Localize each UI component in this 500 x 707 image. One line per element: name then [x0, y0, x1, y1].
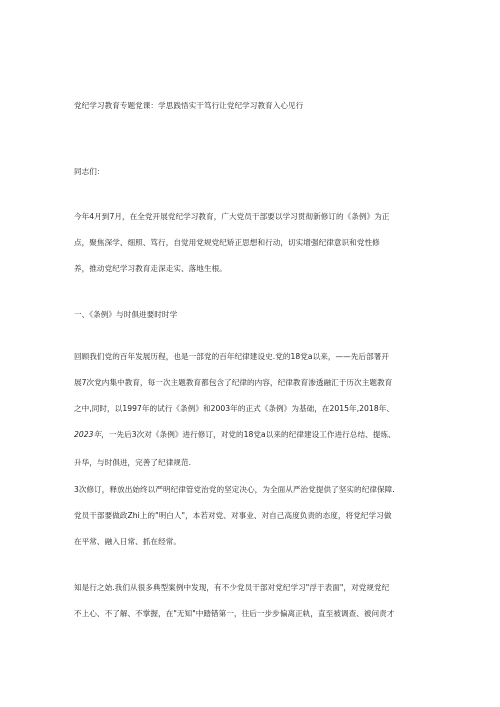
paragraph-1-line-1: 今年4月到7月，在全党开展党纪学习教育，广大党员干部要以学习贯彻新修订的《条例》为正	[74, 212, 390, 221]
paragraph-1-line-3: 养，推动党纪学习教育走深走实、落地生根。	[74, 264, 227, 273]
paragraph-1-line-2: 点，聚焦深学、细照、笃行，自觉用党规党纪矫正思想和行动，切实增强纪律意识和党性修	[74, 238, 380, 247]
year-2023-italic: 2023年	[74, 430, 102, 439]
paragraph-2-line-1: 回顾我们党的百年发展历程，也是一部党的百年纪律建设史.党的18党a以来，——先后部署开	[74, 352, 390, 361]
paragraph-2-line-4	[74, 430, 396, 440]
paragraph-2-line-5: 升华，与时俱进，完善了纪律规范.	[74, 458, 192, 467]
paragraph-3-line-1: 3次修订，释放出始终以严明纪律管党治党的坚定决心，为全面从严治党提供了坚实的纪律保障.	[74, 485, 395, 494]
paragraph-3-line-3: 在平常、融入日常、抓在经常。	[74, 537, 182, 546]
section-1-heading: 一、《条例》与时俱进要时时学	[74, 310, 178, 319]
paragraph-2-line-3: 之中,同时，以1997年的试行《条例》和2003年的正式《条例》为基础，在2015年,2018年、	[74, 404, 394, 413]
paragraph-3-line-2: 党员干部要做政Zhi上的"明白人"，本若对党、对事业、对自己高度负责的态度，将党纪学习做	[74, 511, 392, 520]
document-title: 党纪学习教育专题党课：学思践悟实干笃行让党纪学习教育入心见行	[74, 101, 304, 110]
paragraph-2-line-2: 展7次党内集中教育，每一次主题教育都包含了纪律的内容，纪律教育渗透融汇于历次主题教育	[74, 378, 393, 387]
paragraph-2-line-4-text: ，一先后3次对《条例》进行修订，对党的18党a以来的纪律建设工作进行总结、提炼、	[101, 430, 396, 439]
paragraph-4-line-1: 知是行之始.我们从很多典型案例中发现，有不少党员干部对党纪学习"浮于表面"，对党规党纪	[74, 583, 390, 592]
greeting: 同志们：	[74, 167, 105, 176]
paragraph-4-line-2: 不上心、不了解、不掌握，在"无知"中踏错第一，往后一步步偏离正轨，直至被调查、被问责才	[74, 609, 395, 618]
